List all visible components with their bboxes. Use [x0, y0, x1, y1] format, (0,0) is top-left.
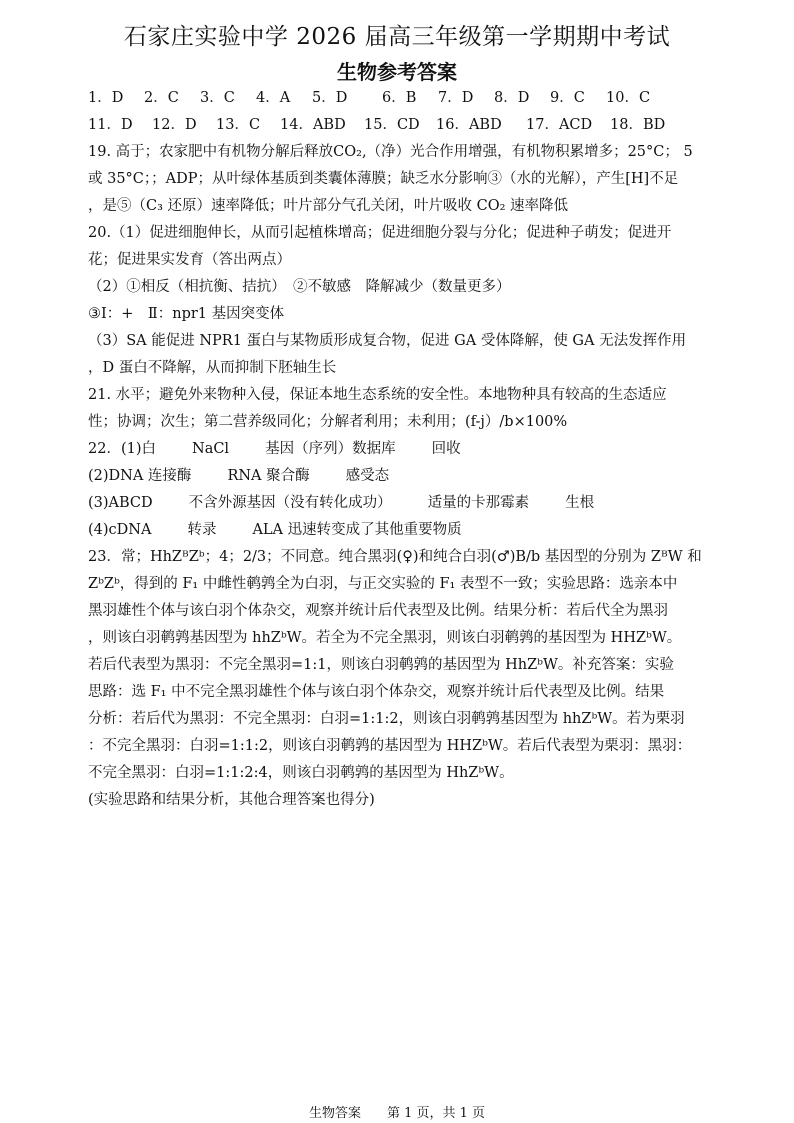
answer-16: 16．ABD	[436, 117, 502, 133]
answer-15: 15．CD	[364, 117, 420, 133]
q19-line-3: ，是⑤（C₃ 还原）速率降低；叶片部分气孔关闭，叶片吸收 CO₂ 速率降低	[88, 198, 569, 214]
q22-1-answer-a: 22．(1)白	[88, 441, 156, 457]
q23-line-5: 若后代表型为黑羽：不完全黑羽=1:1，则该白羽鹌鹑的基因型为 HhZᵇW。补充答案：实验	[88, 657, 674, 673]
q21-line-2: 性；协调；次生；第二营养级同化；分解者利用；未利用；(f-j）/b×100%	[88, 414, 568, 430]
q23-line-4: ，则该白羽鹌鹑基因型为 hhZᵇW。若全为不完全黑羽，则该白羽鹌鹑的基因型为 HHZᵇW。	[88, 630, 682, 646]
q23-line-7: 分析：若后代为黑羽：不完全黑羽：白羽=1:1:2，则该白羽鹌鹑基因型为 hhZᵇW。若为栗羽	[88, 711, 685, 727]
answer-4: 4．A	[256, 90, 291, 106]
q22-2-answer-b: RNA 聚合酶	[227, 468, 310, 484]
answer-7: 7．D	[438, 90, 474, 106]
q20-line-1: 20.（1）促进细胞伸长，从而引起植株增高；促进细胞分裂与分化；促进种子萌发；促进开	[88, 225, 672, 241]
answer-10: 10．C	[606, 90, 651, 106]
answer-14: 14．ABD	[280, 117, 346, 133]
q20-line-5: （3）SA 能促进 NPR1 蛋白与某物质形成复合物，促进 GA 受体降解，使 GA 无法发挥作用	[88, 333, 687, 349]
q23-line-3: 黑羽雄性个体与该白羽个体杂交，观察并统计后代表型及比例。结果分析：若后代全为黑羽	[88, 603, 668, 619]
q23-line-1: 23．常；HhZᴮZᵇ；4；2/3；不同意。纯合黑羽(♀)和纯合白羽(♂)B/b 基因型的分别为 ZᴮW 和	[88, 549, 702, 565]
q22-3-answer-b: 不含外源基因（没有转化成功）	[188, 495, 392, 511]
answer-6: 6．B	[382, 90, 417, 106]
q23-line-8: ：不完全黑羽：白羽=1:1:2，则该白羽鹌鹑的基因型为 HHZᵇW。若后代表型为栗羽：黑羽：	[88, 738, 692, 754]
answer-9: 9．C	[550, 90, 585, 106]
q22-2-answer-c: 感受态	[345, 468, 390, 484]
answer-11: 11．D	[88, 117, 133, 133]
answer-5: 5．D	[312, 90, 348, 106]
q20-line-2: 花；促进果实发育（答出两点）	[88, 252, 291, 268]
q22-3-answer-c: 适量的卡那霉素	[427, 495, 530, 511]
page-subtitle: 生物参考答案	[337, 60, 457, 84]
q20-line-3: （2）①相反（相抗衡、拮抗） ②不敏感 降解减少（数量更多）	[88, 279, 511, 295]
q23-line-9: 不完全黑羽：白羽=1:1:2:4，则该白羽鹌鹑的基因型为 HhZᵇW。	[88, 765, 514, 781]
q22-1-answer-d: 回收	[431, 441, 461, 457]
answer-18: 18．BD	[610, 117, 666, 133]
q23-line-2: ZᵇZᵇ，得到的 F₁ 中雌性鹌鹑全为白羽，与正交实验的 F₁ 表型不一致；实验思路：选亲本中	[88, 576, 678, 592]
q20-line-6: ，D 蛋白不降解，从而抑制下胚轴生长	[88, 360, 337, 376]
q22-row-3	[88, 490, 710, 517]
q19-line-1: 19. 高于；农家肥中有机物分解后释放CO₂,（净）光合作用增强，有机物积累增多；25°C； 5	[88, 144, 693, 160]
q21-line-1: 21. 水平；避免外来物种入侵，保证本地生态系统的安全性。本地物种具有较高的生态适应	[88, 387, 667, 403]
answer-13: 13．C	[216, 117, 261, 133]
mc-answers-row-2	[88, 112, 710, 139]
q22-1-answer-c: 基因（序列）数据库	[265, 441, 396, 457]
page-footer: 生物答案 第 1 页，共 1 页	[308, 1106, 486, 1121]
mc-answers-row-1	[88, 85, 710, 112]
q22-4-answer-c: ALA 迅速转变成了其他重要物质	[252, 522, 462, 538]
q22-1-answer-b: NaCl	[192, 441, 230, 457]
q22-3-answer-d: 生根	[565, 495, 595, 511]
answer-2: 2．C	[144, 90, 179, 106]
grading-note: (实验思路和结果分析，其他合理答案也得分)	[88, 792, 375, 808]
q22-4-answer-b: 转录	[187, 522, 217, 538]
answer-content	[88, 85, 710, 814]
q20-line-4: ③I：+ Ⅱ：npr1 基因突变体	[88, 306, 285, 322]
q19-line-2: 或 35°C；；ADP；从叶绿体基质到类囊体薄膜；缺乏水分影响③（水的光解），产生[H]不足	[88, 171, 679, 187]
q22-row-1	[88, 436, 710, 463]
answer-12: 12．D	[152, 117, 197, 133]
answer-1: 1．D	[88, 90, 124, 106]
q22-3-answer-a: (3)ABCD	[88, 495, 153, 511]
answer-17: 17．ACD	[526, 117, 593, 133]
q23-line-6: 思路：选 F₁ 中不完全黑羽雄性个体与该白羽个体杂交，观察并统计后代表型及比例。结果	[88, 684, 665, 700]
q22-row-2	[88, 463, 710, 490]
q22-row-4	[88, 517, 710, 544]
q22-2-answer-a: (2)DNA 连接酶	[88, 468, 192, 484]
page-title: 石家庄实验中学 2026 届高三年级第一学期期中考试	[123, 24, 671, 50]
q22-4-answer-a: (4)cDNA	[88, 522, 152, 538]
answer-8: 8．D	[494, 90, 530, 106]
answer-3: 3．C	[200, 90, 235, 106]
